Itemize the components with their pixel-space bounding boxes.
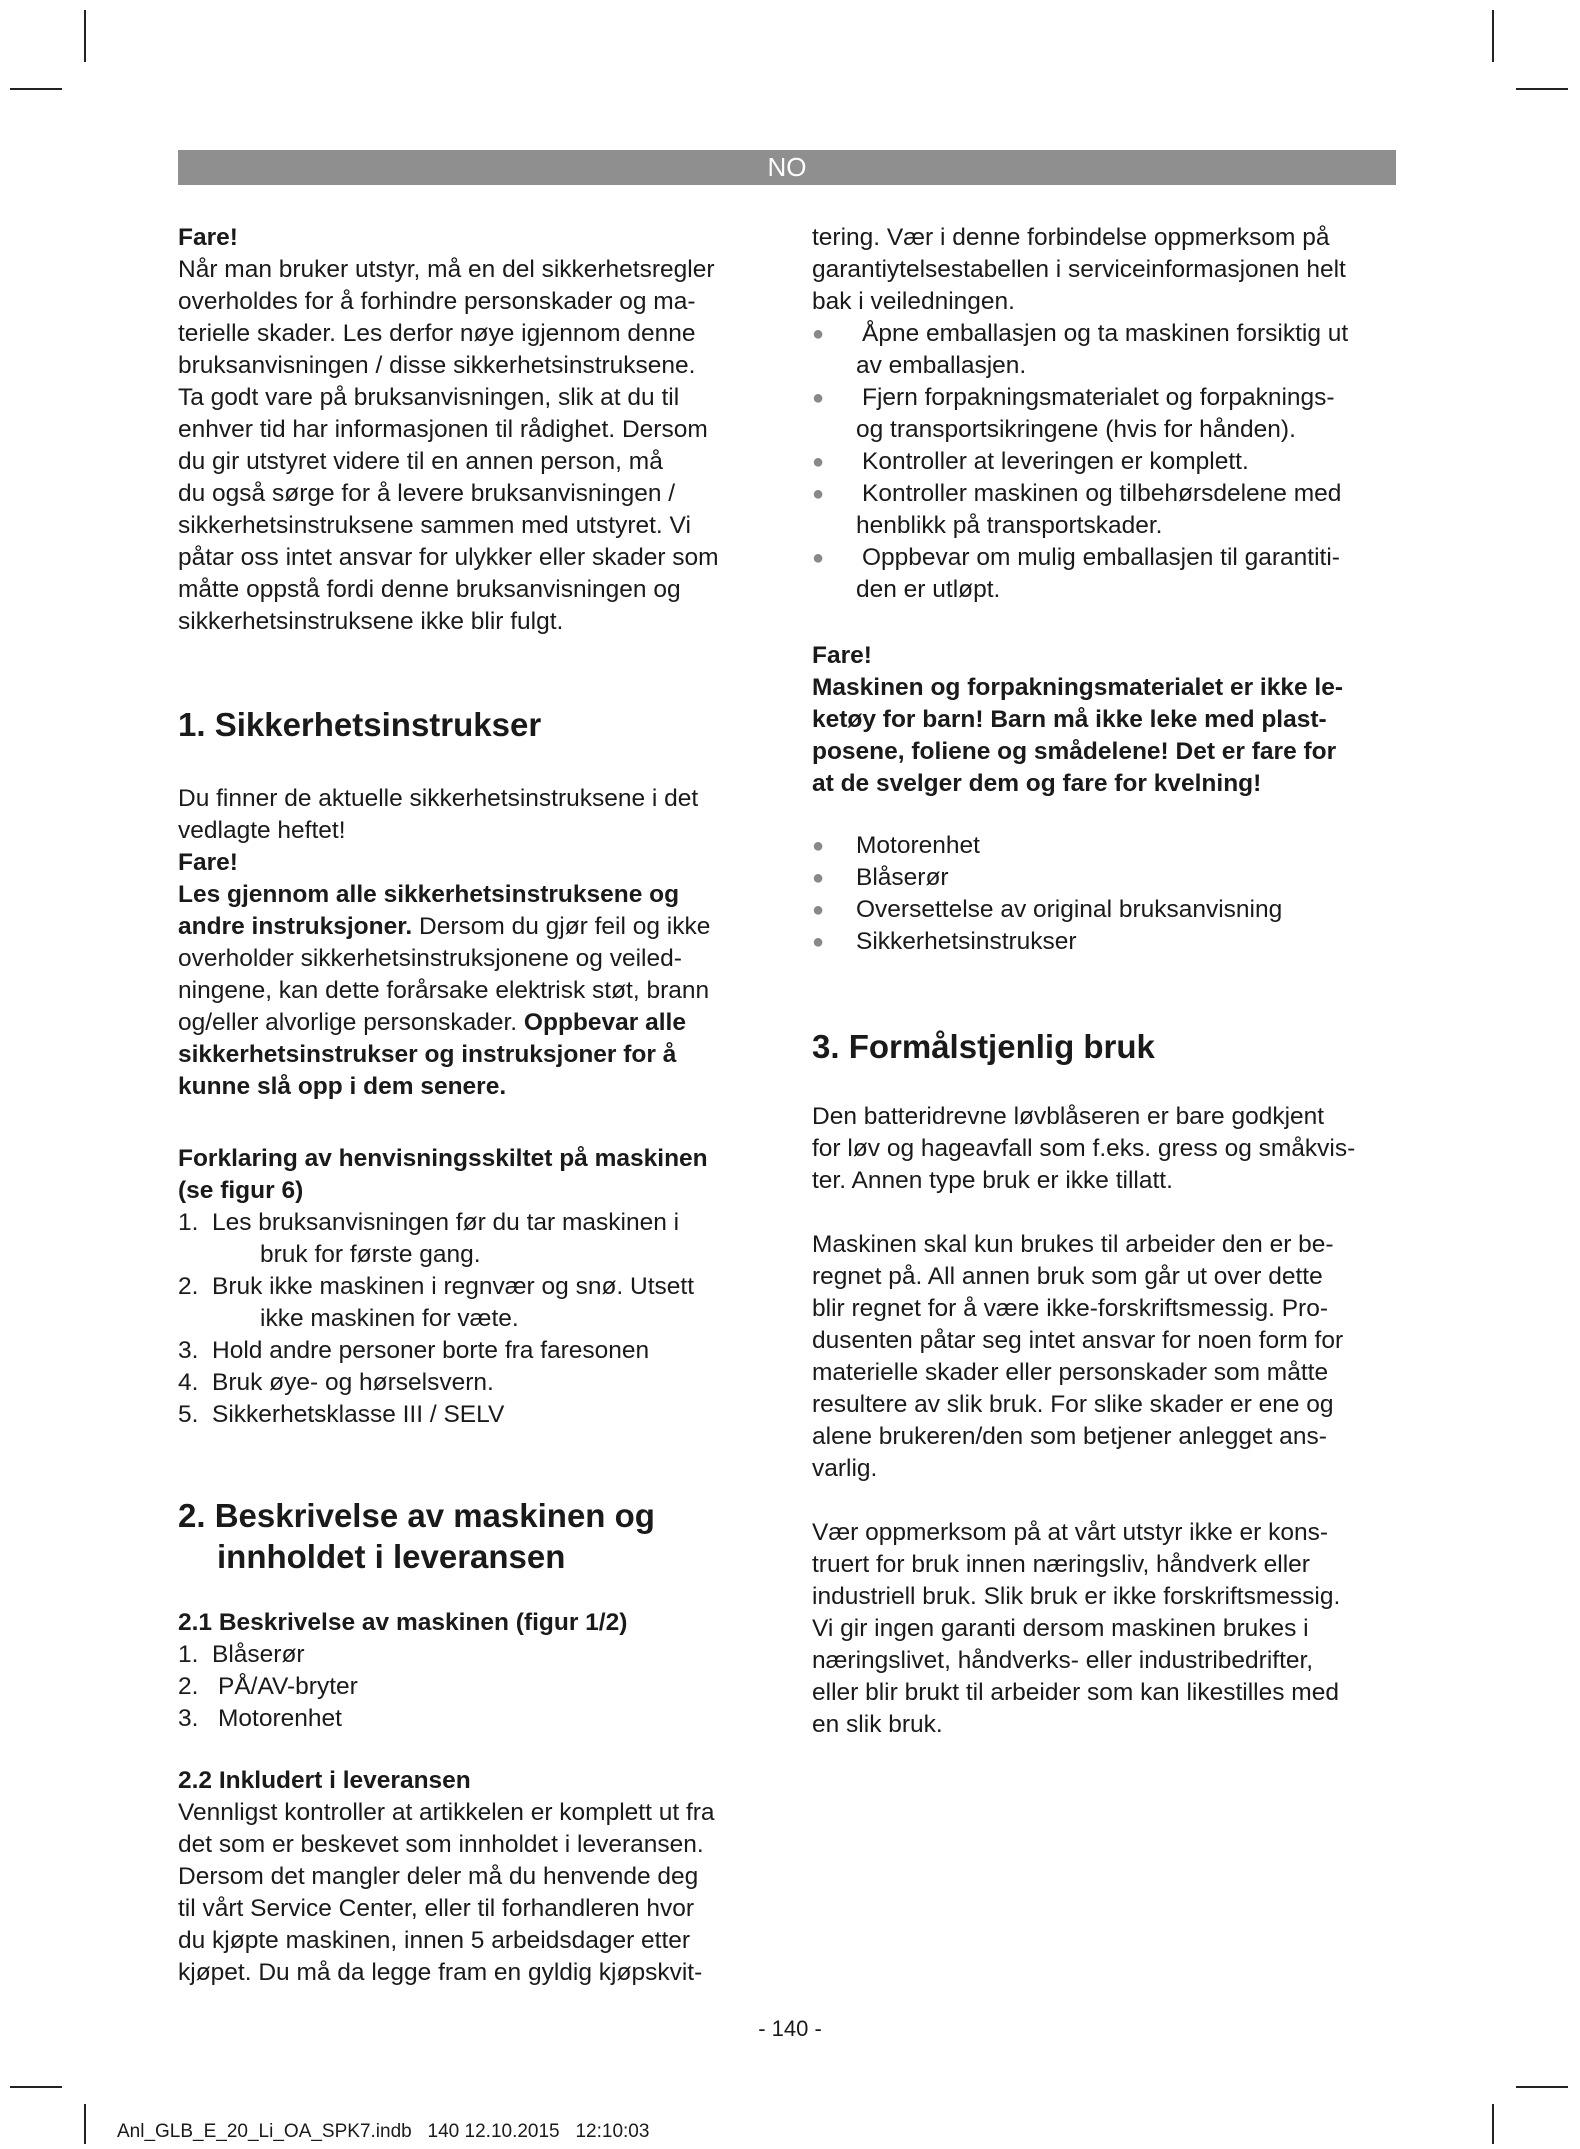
right-column xyxy=(812,222,1412,1741)
item-text: Sikkerhetsklasse III / SELV xyxy=(212,1401,505,1428)
item-text: PÅ/AV-bryter xyxy=(218,1673,358,1700)
subheading: (se figur 6) xyxy=(178,1177,304,1204)
text-line: overholdes for å forhindre personskader og ma- xyxy=(178,288,696,315)
bullet-icon: ● xyxy=(812,931,825,953)
item-text: Blåserør xyxy=(856,864,949,891)
text-line: av emballasjen. xyxy=(856,352,1027,379)
list-item xyxy=(178,1399,778,1431)
text-line: varlig. xyxy=(812,1455,878,1482)
item-text: Hold andre personer borte fra faresonen xyxy=(212,1337,650,1364)
crop-mark xyxy=(84,2104,86,2144)
list-item xyxy=(812,478,1412,542)
language-header: NO xyxy=(178,150,1396,185)
text-line xyxy=(178,911,778,943)
text-line: kjøpet. Du må da legge fram en gyldig kjøpskvit- xyxy=(178,1959,703,1986)
crop-mark xyxy=(1516,2086,1568,2088)
list-item xyxy=(812,862,1412,894)
text-line: du gir utstyret videre til en annen person, må xyxy=(178,448,663,475)
item-text: Blåserør xyxy=(212,1641,305,1668)
text-line: næringslivet, håndverks- eller industribedrifter, xyxy=(812,1647,1314,1674)
warning-title: Fare! xyxy=(178,224,238,251)
text-line: og transportsikringene (hvis for hånden). xyxy=(856,416,1296,443)
text-line: enhver tid har informasjonen til rådighet. Dersom xyxy=(178,416,708,443)
text-line: Maskinen og forpakningsmaterialet er ikke le- xyxy=(812,674,1344,701)
list-item xyxy=(812,446,1412,478)
crop-mark xyxy=(1516,88,1568,90)
list-item xyxy=(178,1671,778,1703)
text-line: ketøy for barn! Barn må ikke leke med plast- xyxy=(812,706,1327,733)
bullet-icon: ● xyxy=(812,451,825,473)
sign-list xyxy=(178,1207,778,1431)
item-number: 4. xyxy=(178,1369,199,1396)
text-line: henblikk på transportskader. xyxy=(856,512,1163,539)
text-line: påtar oss intet ansvar for ulykker eller skader som xyxy=(178,544,719,571)
item-number: 5. xyxy=(178,1401,199,1428)
list-item xyxy=(178,1207,778,1271)
text-line: ningene, kan dette forårsake elektrisk støt, brann xyxy=(178,977,710,1004)
text-line: Fjern forpakningsmaterialet og forpaknings- xyxy=(862,384,1335,411)
section-heading: 1. Sikkerhetsinstrukser xyxy=(178,706,542,743)
text-line: sikkerhetsinstrukser og instruksjoner for å xyxy=(178,1041,677,1068)
text-line: resultere av slik bruk. For slike skader er ene og xyxy=(812,1391,1334,1418)
text-line: Vennligst kontroller at artikkelen er komplett ut fra xyxy=(178,1799,715,1826)
crop-mark xyxy=(1492,10,1494,62)
text-line: sikkerhetsinstruksene sammen med utstyret. Vi xyxy=(178,512,691,539)
text-line: Vær oppmerksom på at vårt utstyr ikke er kons- xyxy=(812,1519,1329,1546)
list-item xyxy=(812,382,1412,446)
text-line: ikke maskinen for væte. xyxy=(260,1305,519,1332)
item-text: Oversettelse av original bruksanvisning xyxy=(856,896,1283,923)
text-line: Dersom det mangler deler må du henvende deg xyxy=(178,1863,699,1890)
text-line xyxy=(178,1007,778,1039)
crop-mark xyxy=(1492,2104,1494,2144)
text-line: truert for bruk innen næringsliv, håndverk eller xyxy=(812,1551,1310,1578)
text-line: bruk for første gang. xyxy=(260,1241,481,1268)
section-heading: innholdet i leveransen xyxy=(217,1538,566,1575)
item-text: Motorenhet xyxy=(218,1705,342,1732)
item-number: 3. xyxy=(178,1337,199,1364)
item-number: 3. xyxy=(178,1705,199,1732)
bullet-icon: ● xyxy=(812,323,825,345)
bold-span: andre instruksjoner. xyxy=(178,913,413,940)
text-line: Oppbevar om mulig emballasjen til garantiti- xyxy=(862,544,1340,571)
list-item xyxy=(812,830,1412,862)
crop-mark xyxy=(84,10,86,62)
section-heading: 3. Formålstjenlig bruk xyxy=(812,1028,1155,1065)
list-item xyxy=(178,1639,778,1671)
warning-title: Fare! xyxy=(812,642,872,669)
text-line: Les bruksanvisningen før du tar maskinen i xyxy=(212,1209,680,1236)
text-line: du kjøpte maskinen, innen 5 arbeidsdager etter xyxy=(178,1927,691,1954)
item-number: 1. xyxy=(178,1641,199,1668)
subheading: 2.1 Beskrivelse av maskinen (figur 1/2) xyxy=(178,1609,628,1636)
text-line: bak i veiledningen. xyxy=(812,288,1015,315)
text-line: Kontroller at leveringen er komplett. xyxy=(862,448,1249,475)
crop-mark xyxy=(10,2086,62,2088)
text-line: ter. Annen type bruk er ikke tillatt. xyxy=(812,1167,1173,1194)
list-item xyxy=(812,926,1412,958)
text-line: dusenten påtar seg intet ansvar for noen form for xyxy=(812,1327,1344,1354)
text-line: Bruk ikke maskinen i regnvær og snø. Utsett xyxy=(212,1273,695,1300)
text-line: tering. Vær i denne forbindelse oppmerksom på xyxy=(812,224,1330,251)
list-item xyxy=(178,1367,778,1399)
section-heading: 2. Beskrivelse av maskinen og xyxy=(178,1497,655,1534)
text-line: sikkerhetsinstruksene ikke blir fulgt. xyxy=(178,608,564,635)
text-line: Kontroller maskinen og tilbehørsdelene med xyxy=(862,480,1342,507)
bullet-icon: ● xyxy=(812,547,825,569)
subheading: Forklaring av henvisningsskiltet på maskinen xyxy=(178,1145,708,1172)
warning-title: Fare! xyxy=(178,849,238,876)
list-item xyxy=(812,318,1412,382)
page-number: - 140 - xyxy=(758,2016,822,2041)
text-line: du også sørge for å levere bruksanvisningen / xyxy=(178,480,676,507)
bold-span: Oppbevar alle xyxy=(523,1009,686,1036)
text-line: Maskinen skal kun brukes til arbeider den er be- xyxy=(812,1231,1334,1258)
text-line: at de svelger dem og fare for kvelning! xyxy=(812,770,1262,797)
text-span: og/eller alvorlige personskader. xyxy=(178,1009,524,1036)
text-line: Åpne emballasjen og ta maskinen forsiktig ut xyxy=(862,320,1349,347)
text-line: bruksanvisningen / disse sikkerhetsinstruksene. xyxy=(178,352,696,379)
list-item xyxy=(812,894,1412,926)
text-line: materielle skader eller personskader som måtte xyxy=(812,1359,1329,1386)
text-line: Når man bruker utstyr, må en del sikkerhetsregler xyxy=(178,256,715,283)
bullet-icon: ● xyxy=(812,835,825,857)
text-line: vedlagte heftet! xyxy=(178,817,346,844)
list-item xyxy=(812,542,1412,606)
text-line: Den batteridrevne løvblåseren er bare godkjent xyxy=(812,1103,1325,1130)
bullet-icon: ● xyxy=(812,387,825,409)
contents-list xyxy=(812,830,1412,958)
list-item xyxy=(178,1703,778,1735)
text-line: regnet på. All annen bruk som går ut over dette xyxy=(812,1263,1323,1290)
list-item xyxy=(178,1335,778,1367)
text-line: Ta godt vare på bruksanvisningen, slik at du til xyxy=(178,384,680,411)
item-number: 2. xyxy=(178,1673,199,1700)
text-line: en slik bruk. xyxy=(812,1711,943,1738)
item-text: Bruk øye- og hørselsvern. xyxy=(212,1369,494,1396)
item-number: 2. xyxy=(178,1273,199,1300)
bullet-icon: ● xyxy=(812,483,825,505)
text-line: til vårt Service Center, eller til forhandleren hvor xyxy=(178,1895,695,1922)
text-line: Vi gir ingen garanti dersom maskinen brukes i xyxy=(812,1615,1309,1642)
text-line: måtte oppstå fordi denne bruksanvisningen og xyxy=(178,576,681,603)
list-item xyxy=(178,1271,778,1335)
text-line: industriell bruk. Slik bruk er ikke forskriftsmessig. xyxy=(812,1583,1341,1610)
text-line: det som er beskevet som innholdet i leveransen. xyxy=(178,1831,704,1858)
item-number: 1. xyxy=(178,1209,199,1236)
text-line: posene, foliene og smådelene! Det er fare for xyxy=(812,738,1337,765)
bullet-icon: ● xyxy=(812,867,825,889)
text-line: for løv og hageavfall som f.eks. gress og småkvis- xyxy=(812,1135,1356,1162)
text-span: Dersom du gjør feil og ikke xyxy=(412,913,711,940)
text-line: blir regnet for å være ikke-forskriftsmessig. Pro- xyxy=(812,1295,1328,1322)
item-text: Motorenhet xyxy=(856,832,980,859)
text-line: eller blir brukt til arbeider som kan likestilles med xyxy=(812,1679,1339,1706)
text-line: overholder sikkerhetsinstruksjonene og veiled- xyxy=(178,945,682,972)
text-line: Du finner de aktuelle sikkerhetsinstruksene i det xyxy=(178,785,699,812)
footer-file-info: Anl_GLB_E_20_Li_OA_SPK7.indb 140 12.10.2015 12:10:03 xyxy=(117,2121,650,2142)
left-column xyxy=(178,222,778,1989)
text-line: Les gjennom alle sikkerhetsinstruksene og xyxy=(178,881,680,908)
text-line: den er utløpt. xyxy=(856,576,1001,603)
text-line: alene brukeren/den som betjener anlegget ans- xyxy=(812,1423,1327,1450)
bullet-icon: ● xyxy=(812,899,825,921)
crop-mark xyxy=(10,88,62,90)
subheading: 2.2 Inkludert i leveransen xyxy=(178,1767,471,1794)
text-line: garantiytelsestabellen i serviceinformasjonen helt xyxy=(812,256,1346,283)
checklist xyxy=(812,318,1412,606)
text-line: terielle skader. Les derfor nøye igjennom denne xyxy=(178,320,696,347)
item-text: Sikkerhetsinstrukser xyxy=(856,928,1077,955)
text-line: kunne slå opp i dem senere. xyxy=(178,1073,507,1100)
